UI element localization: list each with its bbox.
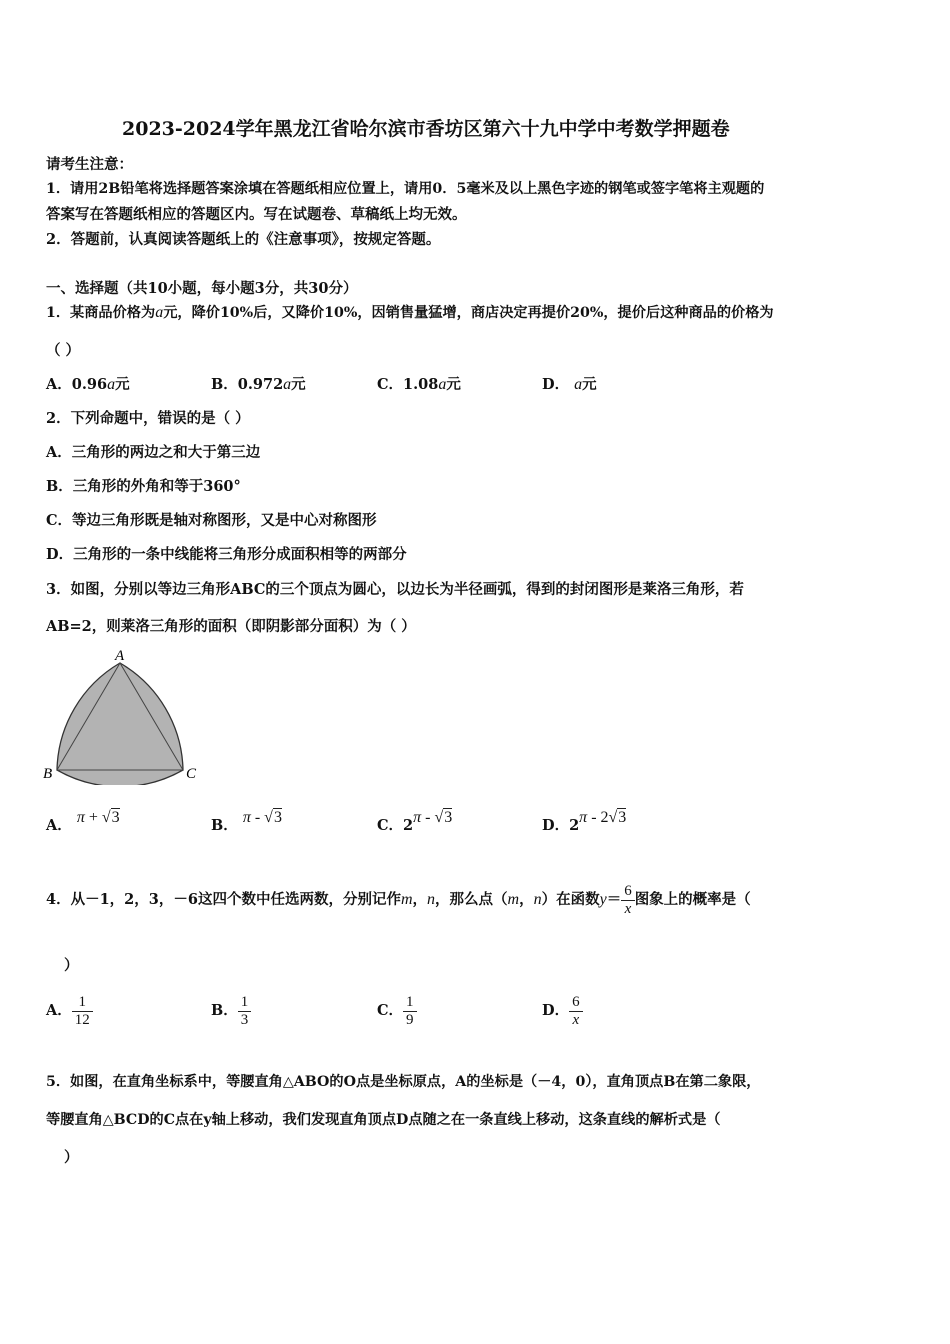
var-m: m — [507, 891, 520, 908]
q2-option-b: B．三角形的外角和等于360° — [46, 478, 241, 495]
option-fraction — [72, 994, 93, 1028]
numerator: 6 — [572, 994, 580, 1010]
q2-stem: 2．下列命题中，错误的是（ ） — [46, 410, 250, 427]
option-label: C． — [377, 376, 404, 393]
q1-option-b — [211, 373, 306, 394]
numerator: 6 — [624, 883, 632, 899]
equals: ＝ — [606, 891, 622, 908]
option-label: B． — [211, 1002, 238, 1019]
option-unit: 元 — [446, 376, 461, 393]
reuleaux-shaded-region — [57, 663, 183, 785]
option-prefix: 2 — [403, 817, 414, 834]
q4-option-b — [211, 988, 251, 1034]
q4-stem — [46, 870, 751, 930]
notice-line-1: 1．请用2B铅笔将选择题答案涂填在答题纸相应位置上，请用0．5毫米及以上黑色字迹的钢笔或签字笔将主观题的 — [46, 181, 765, 197]
operator: - — [591, 809, 597, 826]
q3-stem-2: AB=2，则莱洛三角形的面积（即阴影部分面积）为（ ） — [46, 618, 416, 635]
q5-line-2: 等腰直角△BCD的C点在y轴上移动，我们发现直角顶点D点随之在一条直线上移动，这条直线的解析式是（ — [46, 1112, 721, 1128]
option-var: a — [574, 376, 583, 393]
option-label: D． — [542, 376, 570, 393]
notice-line-1b: 答案写在答题纸相应的答题区内。写在试题卷、草稿纸上均无效。 — [46, 206, 467, 223]
denominator: x — [621, 900, 635, 918]
option-var: a — [107, 376, 116, 393]
vertex-label-b: B — [43, 766, 53, 782]
q1-stem-b: 元，降价10%后，又降价10%，因销售量猛增，商店决定再提价20%，提价后这种商品的价格为 — [163, 305, 774, 321]
q2-option-a: A．三角形的两边之和大于第三边 — [46, 444, 261, 461]
var-y: y — [599, 891, 607, 908]
vertex-label-a: A — [115, 648, 125, 664]
option-coef: 0.96 — [71, 376, 108, 393]
var-n: n — [533, 891, 542, 908]
q1-stem — [46, 302, 774, 322]
option-fraction — [403, 994, 417, 1028]
comma: ， — [519, 891, 534, 908]
radicand: 3 — [273, 809, 282, 826]
option-label: D． — [542, 817, 570, 834]
q5-line-1: 5．如图，在直角坐标系中，等腰直角△ABO的O点是坐标原点，A的坐标是（－4，0），直角顶点B在第二象限， — [46, 1074, 761, 1090]
option-label: A． — [46, 376, 72, 393]
operator: - — [425, 809, 431, 826]
q3-option-d — [542, 809, 627, 835]
function-fraction — [621, 883, 635, 917]
var-n: n — [427, 891, 436, 908]
numerator: 1 — [240, 994, 249, 1010]
notice-heading: 请考生注意： — [46, 156, 133, 173]
reuleaux-triangle-figure — [40, 645, 210, 785]
operator: - — [254, 809, 261, 826]
q2-option-d: D．三角形的一条中线能将三角形分成面积相等的两部分 — [46, 546, 407, 563]
notice-line-2: 2．答题前，认真阅读答题纸上的《注意事项》，按规定答题。 — [46, 231, 441, 248]
option-expression: π - √3 — [242, 809, 282, 826]
q4-stem-d: 图象上的概率是（ — [634, 891, 751, 908]
option-coef: 0.972 — [237, 376, 284, 393]
option-label: A． — [46, 817, 72, 834]
q1-var: a — [155, 304, 164, 321]
q2-option-c: C．等边三角形既是轴对称图形，又是中心对称图形 — [46, 512, 377, 529]
option-label: C． — [377, 1002, 404, 1019]
comma: ， — [412, 891, 428, 908]
option-label: B． — [211, 376, 238, 393]
q4-stem-b: ，那么点（ — [435, 891, 508, 908]
q1-option-d — [542, 373, 597, 394]
q1-option-a — [46, 373, 130, 394]
option-label: A． — [46, 1002, 72, 1019]
pi-symbol: π — [579, 809, 588, 826]
q4-stem-c: ）在函数 — [541, 891, 600, 908]
option-var: a — [283, 376, 292, 393]
denominator: 12 — [72, 1011, 93, 1029]
option-label: C． — [377, 817, 404, 834]
denominator: 9 — [403, 1011, 417, 1029]
option-fraction — [569, 994, 583, 1028]
option-label: B． — [211, 817, 238, 834]
radicand: 3 — [618, 809, 627, 826]
var-m: m — [400, 891, 413, 908]
q3-option-a — [46, 809, 120, 835]
q1-stem-c: （ ） — [46, 342, 81, 359]
option-coef: 1.08 — [403, 376, 439, 393]
option-unit: 元 — [582, 376, 597, 393]
page-title: 2023-2024学年黑龙江省哈尔滨市香坊区第六十九中学中考数学押题卷 — [122, 118, 730, 140]
vertex-label-c: C — [186, 766, 197, 782]
q3-option-c — [377, 809, 453, 835]
option-fraction — [238, 994, 252, 1028]
q3-stem-1: 3．如图，分别以等边三角形ABC的三个顶点为圆心，以边长为半径画弧，得到的封闭图形是莱洛三角形，若 — [46, 581, 744, 598]
denominator: x — [569, 1011, 583, 1029]
option-expression: π - 2√3 — [579, 809, 627, 826]
coefficient: 2 — [600, 809, 609, 826]
numerator: 1 — [406, 994, 414, 1010]
q4-option-c — [377, 988, 417, 1034]
option-unit: 元 — [291, 376, 306, 393]
denominator: 3 — [238, 1011, 252, 1029]
q5-line-3: ） — [64, 1149, 79, 1166]
option-label: D． — [542, 1002, 570, 1019]
option-unit: 元 — [115, 376, 130, 393]
q3-option-b — [211, 809, 282, 835]
q4-option-a — [46, 988, 93, 1034]
radicand: 3 — [111, 809, 120, 826]
q1-option-c — [377, 373, 461, 394]
q4-stem-a: 4．从－1，2，3，－6这四个数中任选两数，分别记作 — [46, 891, 401, 908]
section-heading: 一、选择题（共10小题，每小题3分，共30分） — [46, 280, 358, 297]
pi-symbol: π — [413, 809, 422, 826]
numerator: 1 — [78, 994, 87, 1010]
q4-option-d — [542, 988, 583, 1034]
option-expression: π - √3 — [413, 809, 453, 826]
option-expression: π + √3 — [76, 809, 120, 826]
radicand: 3 — [444, 809, 453, 826]
q1-stem-a: 1．某商品价格为 — [46, 305, 156, 321]
option-prefix: 2 — [569, 817, 580, 834]
option-var: a — [438, 376, 447, 393]
pi-symbol: π — [242, 809, 251, 826]
q4-close-paren: ） — [64, 957, 79, 974]
operator: + — [88, 809, 98, 826]
pi-symbol: π — [76, 809, 85, 826]
